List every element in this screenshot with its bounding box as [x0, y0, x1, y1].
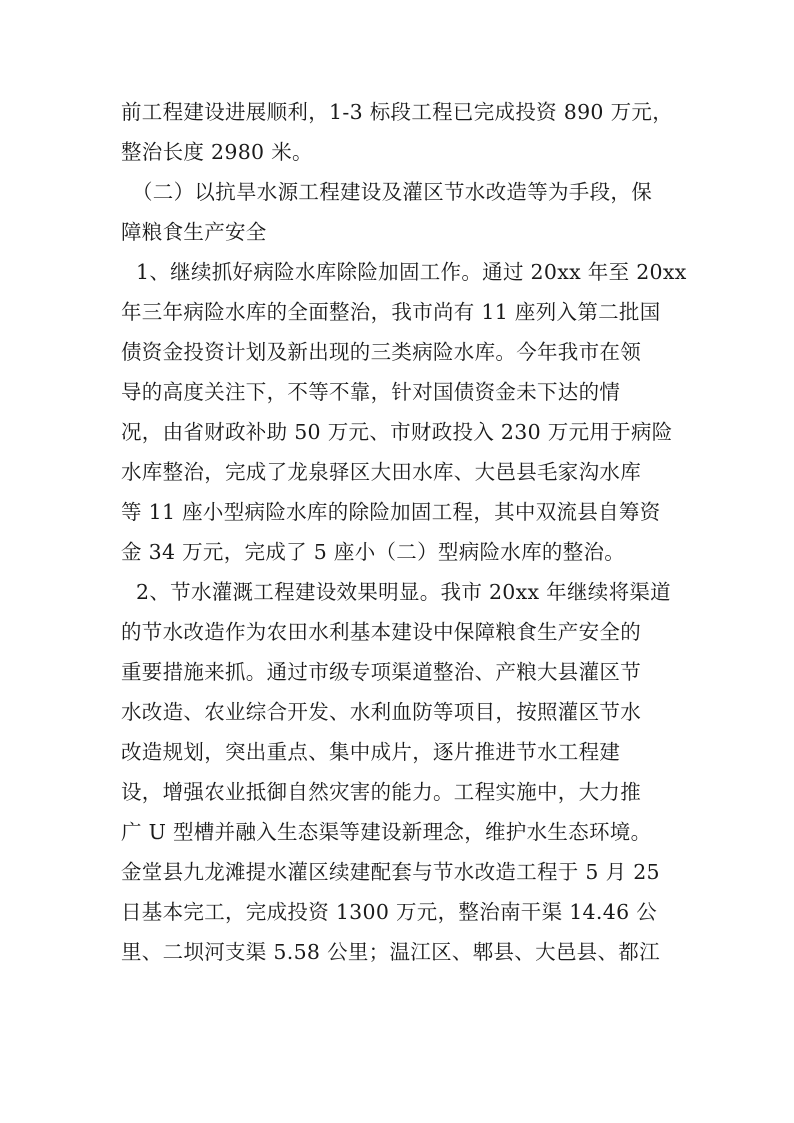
text-line: 改造规划，突出重点、集中成片，逐片推进节水工程建 — [121, 740, 621, 764]
paragraph-1-start: 1、继续抓好病险水库除险加固工作。通过 20xx 年至 20xx — [136, 260, 687, 284]
text-line: 债资金投资计划及新出现的三类病险水库。今年我市在领 — [121, 340, 641, 364]
text-line: 水改造、农业综合开发、水利血防等项目，按照灌区节水 — [121, 700, 641, 724]
text-line: 前工程建设进展顺利，1-3 标段工程已完成投资 890 万元， — [121, 100, 673, 124]
text-line: 导的高度关注下，不等不靠，针对国债资金未下达的情 — [121, 380, 621, 404]
text-line: 里、二坝河支渠 5.58 公里；温江区、郫县、大邑县、都江 — [121, 940, 660, 964]
text-line: 水库整治，完成了龙泉驿区大田水库、大邑县毛家沟水库 — [121, 460, 641, 484]
paragraph-2-start: 2、节水灌溉工程建设效果明显。我市 20xx 年继续将渠道 — [136, 580, 671, 604]
text-line: 等 11 座小型病险水库的除险加固工程，其中双流县自筹资 — [121, 500, 661, 524]
text-line: 的节水改造作为农田水利基本建设中保障粮食生产安全的 — [121, 620, 641, 644]
section-heading: （二）以抗旱水源工程建设及灌区节水改造等为手段，保 — [132, 180, 652, 204]
text-line: 整治长度 2980 米。 — [121, 140, 313, 164]
text-line: 年三年病险水库的全面整治，我市尚有 11 座列入第二批国 — [121, 300, 661, 324]
section-heading-cont: 障粮食生产安全 — [121, 220, 267, 244]
text-line: 日基本完工，完成投资 1300 万元，整治南干渠 14.46 公 — [121, 900, 658, 924]
text-line: 况，由省财政补助 50 万元、市财政投入 230 万元用于病险 — [121, 420, 673, 444]
text-line: 广 U 型槽并融入生态渠等建设新理念，维护水生态环境。 — [121, 820, 652, 844]
text-line: 重要措施来抓。通过市级专项渠道整治、产粮大县灌区节 — [121, 660, 641, 684]
text-line: 金堂县九龙滩提水灌区续建配套与节水改造工程于 5 月 25 — [121, 860, 660, 884]
text-line: 金 34 万元，完成了 5 座小（二）型病险水库的整治。 — [121, 540, 626, 564]
text-line: 设，增强农业抵御自然灾害的能力。工程实施中，大力推 — [121, 780, 641, 804]
